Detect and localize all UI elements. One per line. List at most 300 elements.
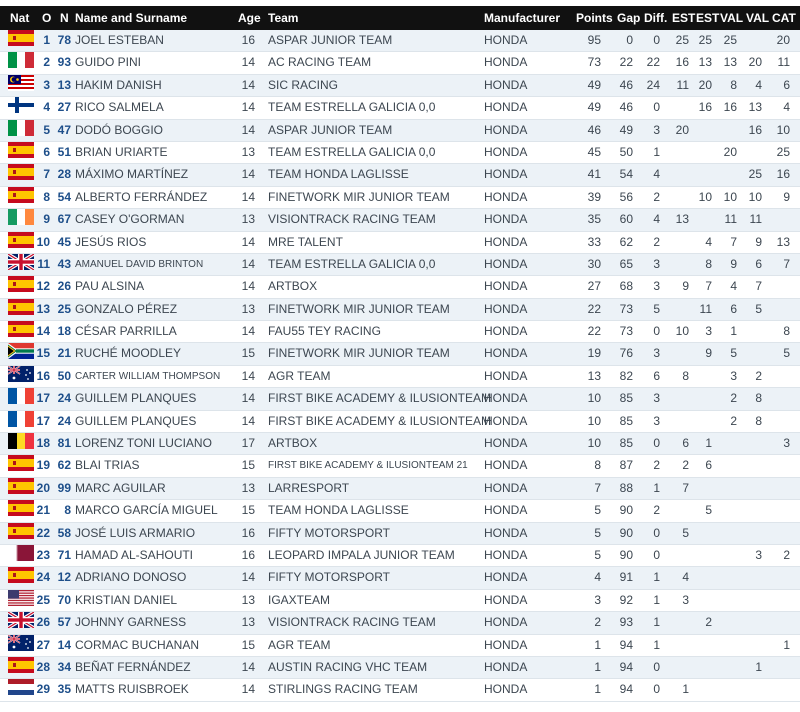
header-est-2: EST <box>696 11 720 25</box>
table-row <box>0 299 800 321</box>
rider-number: 25 <box>57 301 71 316</box>
team-name: VISIONTRACK RACING TEAM <box>268 615 436 630</box>
val-1: 10 <box>723 189 737 204</box>
team-name: AGR TEAM <box>268 368 331 383</box>
rider-number: 81 <box>57 436 71 451</box>
rider-age: 15 <box>241 346 255 361</box>
est-1: 6 <box>682 436 689 451</box>
points: 39 <box>587 189 601 204</box>
points: 2 <box>594 615 601 630</box>
rider-age: 13 <box>241 615 255 630</box>
rider-name: MATTS RUISBROEK <box>75 682 189 697</box>
pos-number: 6 <box>43 144 50 159</box>
diff: 0 <box>653 436 660 451</box>
table-row <box>0 209 800 231</box>
manufacturer: HONDA <box>484 436 528 451</box>
pos-number: 17 <box>36 391 50 406</box>
pos-number: 22 <box>36 525 50 540</box>
diff: 1 <box>653 637 660 652</box>
pos-number: 16 <box>36 368 50 383</box>
flag-es-icon <box>8 567 34 583</box>
gap: 90 <box>619 525 633 540</box>
val-2: 3 <box>755 547 762 562</box>
team-name: FINETWORK MIR JUNIOR TEAM <box>268 301 450 316</box>
val-2: 10 <box>748 189 762 204</box>
manufacturer: HONDA <box>484 33 528 47</box>
gap: 0 <box>626 33 633 47</box>
team-name: ARTBOX <box>268 279 318 294</box>
table-row <box>0 366 800 388</box>
diff: 24 <box>646 77 660 92</box>
team-name: ASPAR JUNIOR TEAM <box>268 33 393 47</box>
table-row <box>0 321 800 343</box>
team-name: TEAM HONDA LAGLISSE <box>268 167 409 182</box>
rider-age: 14 <box>241 256 255 271</box>
table-row <box>0 276 800 298</box>
val-1: 3 <box>730 368 737 383</box>
est-2: 3 <box>705 324 712 339</box>
pos-number: 28 <box>36 659 50 674</box>
rider-name: JESÚS RIOS <box>75 234 147 249</box>
est-2: 13 <box>698 55 712 70</box>
table-row <box>0 433 800 455</box>
manufacturer: HONDA <box>484 144 528 159</box>
gap: 91 <box>619 570 633 585</box>
rider-age: 14 <box>241 324 255 339</box>
points: 5 <box>594 525 601 540</box>
val-1: 11 <box>724 212 737 227</box>
team-name: AGR TEAM <box>268 637 331 652</box>
cat: 16 <box>776 167 790 182</box>
flag-es-icon <box>8 523 34 539</box>
gap: 49 <box>619 122 633 137</box>
rider-age: 14 <box>241 189 255 204</box>
team-name: FIFTY MOTORSPORT <box>268 525 391 540</box>
team-name: MRE TALENT <box>268 234 343 249</box>
rider-age: 15 <box>241 503 255 518</box>
team-name: IGAXTEAM <box>268 592 331 607</box>
est-2: 20 <box>698 77 712 92</box>
pos-number: 7 <box>43 167 50 182</box>
diff: 3 <box>653 346 660 361</box>
rider-number: 34 <box>57 659 71 674</box>
cat: 11 <box>777 55 790 70</box>
val-2: 1 <box>755 659 762 674</box>
est-1: 25 <box>675 33 689 47</box>
gap: 85 <box>619 436 633 451</box>
gap: 92 <box>619 592 633 607</box>
val-2: 7 <box>755 279 762 294</box>
points: 27 <box>587 279 601 294</box>
est-2: 25 <box>698 33 712 47</box>
gap: 73 <box>619 301 633 316</box>
flag-ie-icon <box>8 209 34 225</box>
table-row <box>0 455 800 477</box>
gap: 88 <box>619 480 633 495</box>
team-name: STIRLINGS RACING TEAM <box>268 682 418 697</box>
header-points: Points <box>576 11 613 25</box>
est-1: 5 <box>682 525 689 540</box>
est-2: 16 <box>698 100 712 115</box>
rider-age: 13 <box>241 480 255 495</box>
header-diff: Diff. <box>644 11 668 25</box>
flag-es-icon <box>8 478 34 494</box>
cat: 5 <box>783 346 790 361</box>
val-1: 8 <box>730 77 737 92</box>
val-1: 13 <box>723 55 737 70</box>
header-val-2: VAL <box>746 11 770 25</box>
pos-number: 15 <box>36 346 50 361</box>
rider-name: BRIAN URIARTE <box>75 144 168 159</box>
team-name: ASPAR JUNIOR TEAM <box>268 122 393 137</box>
points: 49 <box>587 100 601 115</box>
points: 45 <box>587 144 601 159</box>
table-header <box>0 6 800 30</box>
points: 46 <box>587 122 601 137</box>
gap: 94 <box>619 637 633 652</box>
team-name: AUSTIN RACING VHC TEAM <box>268 659 428 674</box>
points: 5 <box>594 547 601 562</box>
flag-my-icon <box>8 75 34 91</box>
cat: 3 <box>783 436 790 451</box>
table-row <box>0 411 800 433</box>
points: 10 <box>587 413 601 428</box>
gap: 94 <box>619 659 633 674</box>
rider-age: 13 <box>241 144 255 159</box>
gap: 85 <box>619 391 633 406</box>
diff: 0 <box>653 682 660 697</box>
points: 73 <box>587 55 601 70</box>
table-row <box>0 567 800 589</box>
pos-number: 5 <box>43 122 50 137</box>
diff: 3 <box>653 122 660 137</box>
points: 22 <box>587 301 601 316</box>
est-2: 5 <box>705 503 712 518</box>
manufacturer: HONDA <box>484 100 528 115</box>
pos-number: 13 <box>36 301 50 316</box>
pos-number: 9 <box>43 212 50 227</box>
rider-age: 13 <box>241 301 255 316</box>
points: 1 <box>594 659 601 674</box>
val-1: 1 <box>730 324 737 339</box>
rider-age: 16 <box>241 33 255 47</box>
est-1: 4 <box>682 570 689 585</box>
pos-number: 14 <box>36 324 50 339</box>
manufacturer: HONDA <box>484 279 528 294</box>
gap: 46 <box>619 77 633 92</box>
manufacturer: HONDA <box>484 570 528 585</box>
points: 22 <box>587 324 601 339</box>
header-est-1: EST <box>672 11 696 25</box>
table-row <box>0 657 800 679</box>
manufacturer: HONDA <box>484 615 528 630</box>
team-name: LEOPARD IMPALA JUNIOR TEAM <box>268 547 455 562</box>
flag-au-icon <box>8 366 34 382</box>
table-row <box>0 187 800 209</box>
points: 30 <box>587 256 601 271</box>
manufacturer: HONDA <box>484 503 528 518</box>
rider-name: KRISTIAN DANIEL <box>75 592 178 607</box>
rider-number: 70 <box>57 592 71 607</box>
header-o: O <box>42 11 52 25</box>
diff: 0 <box>653 100 660 115</box>
rider-age: 14 <box>241 279 255 294</box>
rider-name: JOEL ESTEBAN <box>75 33 164 47</box>
table-row <box>0 120 800 142</box>
manufacturer: HONDA <box>484 55 528 70</box>
rider-name: CÉSAR PARRILLA <box>75 324 177 339</box>
flag-es-icon <box>8 142 34 158</box>
rider-name: HAKIM DANISH <box>75 77 162 92</box>
header-val-1: VAL <box>720 11 744 25</box>
flag-es-icon <box>8 321 34 337</box>
rider-name: ALBERTO FERRÁNDEZ <box>75 189 208 204</box>
flag-es-icon <box>8 657 34 673</box>
flag-es-icon <box>8 187 34 203</box>
diff: 0 <box>653 659 660 674</box>
gap: 73 <box>619 324 633 339</box>
diff: 0 <box>653 525 660 540</box>
manufacturer: HONDA <box>484 391 528 406</box>
manufacturer: HONDA <box>484 167 528 182</box>
cat: 1 <box>783 637 790 652</box>
rider-name: MÁXIMO MARTÍNEZ <box>75 167 189 182</box>
gap: 60 <box>619 212 633 227</box>
rider-number: 67 <box>57 212 71 227</box>
val-2: 16 <box>748 122 762 137</box>
pos-number: 18 <box>36 436 50 451</box>
points: 10 <box>587 436 601 451</box>
flag-es-icon <box>8 30 34 46</box>
gap: 54 <box>619 167 633 182</box>
pos-number: 4 <box>43 100 50 115</box>
team-name: TEAM HONDA LAGLISSE <box>268 503 409 518</box>
rider-number: 47 <box>57 122 71 137</box>
diff: 3 <box>653 391 660 406</box>
rider-number: 12 <box>57 570 71 585</box>
rider-number: 57 <box>57 615 71 630</box>
manufacturer: HONDA <box>484 256 528 271</box>
rider-number: 27 <box>57 100 71 115</box>
team-name: FIRST BIKE ACADEMY & ILUSIONTEAM <box>268 413 491 428</box>
flag-fr-icon <box>8 388 34 404</box>
pos-number: 20 <box>36 480 50 495</box>
table-row <box>0 232 800 254</box>
val-2: 13 <box>748 100 762 115</box>
cat: 9 <box>783 189 790 204</box>
rider-name: JOHNNY GARNESS <box>75 615 187 630</box>
table-row <box>0 679 800 701</box>
val-2: 8 <box>755 413 762 428</box>
cat: 2 <box>783 547 790 562</box>
diff: 3 <box>653 413 660 428</box>
pos-number: 8 <box>43 189 50 204</box>
team-name: TEAM ESTRELLA GALICIA 0,0 <box>268 144 436 159</box>
points: 10 <box>587 391 601 406</box>
flag-es-icon <box>8 232 34 248</box>
team-name: ARTBOX <box>268 436 318 451</box>
diff: 0 <box>653 547 660 562</box>
header-age: Age <box>238 11 261 25</box>
est-2: 1 <box>705 436 712 451</box>
rider-number: 24 <box>57 391 71 406</box>
rider-name: BEÑAT FERNÁNDEZ <box>75 659 191 674</box>
est-2: 11 <box>699 301 712 316</box>
gap: 93 <box>619 615 633 630</box>
table-row <box>0 97 800 119</box>
cat: 6 <box>783 77 790 92</box>
rider-age: 14 <box>241 413 255 428</box>
rider-number: 28 <box>57 167 71 182</box>
cat: 8 <box>783 324 790 339</box>
est-1: 13 <box>675 212 689 227</box>
gap: 90 <box>619 503 633 518</box>
team-name: AC RACING TEAM <box>268 55 372 70</box>
pos-number: 17 <box>36 413 50 428</box>
rider-age: 14 <box>241 77 255 92</box>
table-row <box>0 142 800 164</box>
header-n: N <box>60 11 69 25</box>
est-1: 2 <box>682 458 689 473</box>
gap: 85 <box>619 413 633 428</box>
points: 13 <box>587 368 601 383</box>
points: 41 <box>587 167 601 182</box>
rider-name: CORMAC BUCHANAN <box>75 637 200 652</box>
cat: 25 <box>776 144 790 159</box>
est-2: 10 <box>698 189 712 204</box>
pos-number: 24 <box>36 570 50 585</box>
team-name: FINETWORK MIR JUNIOR TEAM <box>268 189 450 204</box>
rider-name: AMANUEL DAVID BRINTON <box>75 258 204 270</box>
header-manufacturer: Manufacturer <box>484 11 561 25</box>
flag-us-icon <box>8 590 34 606</box>
manufacturer: HONDA <box>484 480 528 495</box>
val-2: 25 <box>748 167 762 182</box>
gap: 68 <box>619 279 633 294</box>
flag-es-icon <box>8 276 34 292</box>
manufacturer: HONDA <box>484 346 528 361</box>
flag-it-icon <box>8 52 34 68</box>
diff: 2 <box>653 503 660 518</box>
diff: 22 <box>646 55 660 70</box>
manufacturer: HONDA <box>484 122 528 137</box>
team-name: VISIONTRACK RACING TEAM <box>268 212 436 227</box>
points: 1 <box>594 637 601 652</box>
table-row <box>0 478 800 500</box>
val-1: 20 <box>723 144 737 159</box>
val-2: 11 <box>749 212 762 227</box>
rider-age: 14 <box>241 659 255 674</box>
rider-age: 14 <box>241 391 255 406</box>
val-1: 7 <box>730 234 737 249</box>
manufacturer: HONDA <box>484 77 528 92</box>
table-row <box>0 523 800 545</box>
flag-qa-icon <box>8 545 34 561</box>
rider-number: 26 <box>57 279 71 294</box>
rider-age: 14 <box>241 570 255 585</box>
team-name: FINETWORK MIR JUNIOR TEAM <box>268 346 450 361</box>
val-2: 8 <box>755 391 762 406</box>
table-row <box>0 52 800 74</box>
gap: 90 <box>619 547 633 562</box>
rider-number: 50 <box>57 368 71 383</box>
val-1: 5 <box>730 346 737 361</box>
gap: 46 <box>619 100 633 115</box>
manufacturer: HONDA <box>484 413 528 428</box>
pos-number: 2 <box>43 55 50 70</box>
points: 4 <box>594 570 601 585</box>
diff: 3 <box>653 256 660 271</box>
points: 35 <box>587 212 601 227</box>
rider-name: GUILLEM PLANQUES <box>75 413 197 428</box>
table-row <box>0 388 800 410</box>
rider-name: CARTER WILLIAM THOMPSON <box>75 370 221 382</box>
flag-fi-icon <box>8 97 34 113</box>
points: 49 <box>587 77 601 92</box>
rider-name: GONZALO PÉREZ <box>75 301 178 316</box>
table-row <box>0 164 800 186</box>
pos-number: 25 <box>36 592 50 607</box>
pos-number: 23 <box>36 547 50 562</box>
rider-name: MARC AGUILAR <box>75 480 166 495</box>
table-row <box>0 590 800 612</box>
pos-number: 1 <box>43 33 50 47</box>
flag-it-icon <box>8 120 34 136</box>
est-2: 2 <box>705 615 712 630</box>
gap: 65 <box>619 256 633 271</box>
diff: 0 <box>653 33 660 47</box>
pos-number: 26 <box>36 615 50 630</box>
rider-age: 14 <box>241 167 255 182</box>
est-1: 20 <box>675 122 689 137</box>
header-gap: Gap <box>617 11 641 25</box>
pos-number: 29 <box>36 682 50 697</box>
points: 5 <box>594 503 601 518</box>
rider-number: 45 <box>57 234 71 249</box>
diff: 5 <box>653 301 660 316</box>
diff: 2 <box>653 458 660 473</box>
team-name: TEAM ESTRELLA GALICIA 0,0 <box>268 256 436 271</box>
rider-age: 14 <box>241 122 255 137</box>
est-2: 4 <box>705 234 712 249</box>
diff: 1 <box>653 615 660 630</box>
est-2: 8 <box>705 256 712 271</box>
diff: 1 <box>653 592 660 607</box>
manufacturer: HONDA <box>484 189 528 204</box>
rider-number: 24 <box>57 413 71 428</box>
diff: 0 <box>653 324 660 339</box>
rider-name: ADRIANO DONOSO <box>75 570 187 585</box>
val-2: 9 <box>755 234 762 249</box>
manufacturer: HONDA <box>484 659 528 674</box>
flag-es-icon <box>8 455 34 471</box>
rider-number: 93 <box>57 55 71 70</box>
rider-age: 15 <box>241 458 255 473</box>
diff: 1 <box>653 480 660 495</box>
team-name: TEAM ESTRELLA GALICIA 0,0 <box>268 100 436 115</box>
diff: 1 <box>653 570 660 585</box>
gap: 87 <box>619 458 633 473</box>
val-1: 2 <box>730 413 737 428</box>
pos-number: 11 <box>37 256 50 271</box>
est-1: 7 <box>682 480 689 495</box>
rider-number: 18 <box>57 324 71 339</box>
val-1: 25 <box>723 33 737 47</box>
est-2: 6 <box>705 458 712 473</box>
rider-name: MARCO GARCÍA MIGUEL <box>75 503 218 518</box>
diff: 3 <box>653 279 660 294</box>
est-1: 3 <box>682 592 689 607</box>
